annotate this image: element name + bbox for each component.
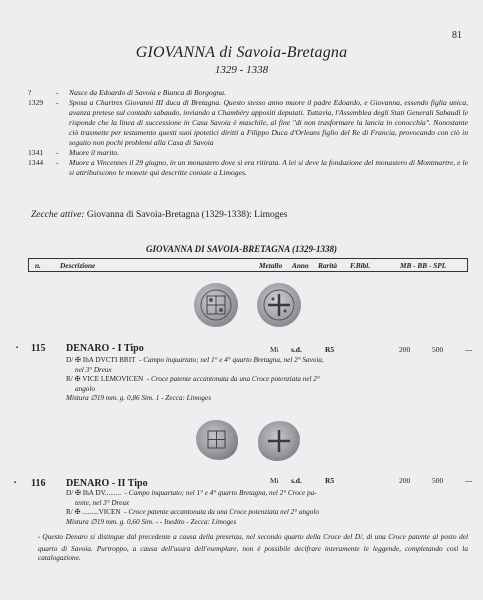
coin-obverse-image <box>196 420 238 460</box>
obverse-description: - Campo inquartato; nel 1° e 4° quarto Bretagna, nel 2° Savoia, <box>139 356 324 364</box>
chronology-date: ? <box>28 88 32 97</box>
chronology-row <box>28 98 468 148</box>
chronology <box>28 88 468 178</box>
coin-reverse-image <box>257 283 301 327</box>
entry-metal: Mi <box>270 345 279 354</box>
reverse-description: - Croce patente accantonata da una Croce potenziata nel 2° <box>146 375 320 383</box>
header-anno: Anno <box>292 261 309 270</box>
entry-price-spl: --- <box>465 345 473 354</box>
entry-description <box>66 489 466 527</box>
entry-price-mb: 200 <box>399 476 411 485</box>
chronology-text: Sposa a Chartres Giovanni III duca di Bretagna. Questo stesso anno muore il padre Edoardo, e Giovanna, essendo figlia unica, avanza pretese sul contado sabaudo, inviando a Chambéry appositi deputati. Tuttavia, l'Assemblea degli Stati Generali Sabaudi le risponde che la linea di successione in Casa Savoia è maschile, al fine "di non trasformare la lancia in conocchia". Nonostante ciò trasmette per testamento questi suoi ipotetici diritti a Filippo Duca d'Orleans figlio del Re di Francia, provocando con ciò in seguito non pochi problemi alla Casa di Savoia <box>69 98 468 147</box>
chronology-text: Muore il marito. <box>69 148 120 157</box>
note-bullet: • <box>38 536 40 541</box>
chronology-row <box>28 88 468 98</box>
coin-obverse-image <box>194 283 238 327</box>
obverse-description: - Campo inquartato; nel 1° e 4° quarto Bretagna, nel 2° Croce pa- <box>124 489 317 497</box>
chronology-date: 1344 <box>28 158 44 167</box>
entry-price-mb: 200 <box>399 345 411 354</box>
chronology-dash: - <box>56 98 59 107</box>
coin-reverse-image <box>258 421 300 461</box>
obverse-continuation: tente, nel 3° Dreux <box>75 498 130 507</box>
entry-year: s.d. <box>291 476 302 485</box>
header-descrizione: Descrizione <box>60 261 96 270</box>
entry-price-bb: 500 <box>432 476 444 485</box>
entry-rarity: R5 <box>325 345 335 354</box>
obverse-legend: D/ ✠ IhA DVCTI BRIT <box>66 356 136 364</box>
reverse-line <box>66 375 466 385</box>
header-n: n. <box>35 261 41 270</box>
entry-price-bb: 500 <box>432 345 444 354</box>
obverse-continuation: nel 3° Dreux <box>75 365 112 374</box>
chronology-dash: - <box>56 158 59 167</box>
section-title: GIOVANNA DI SAVOIA-BRETAGNA (1329-1338) <box>146 244 337 254</box>
entry-description <box>66 356 466 404</box>
obverse-line <box>66 489 466 499</box>
active-mints <box>31 210 287 220</box>
reverse-description: - Croce patente accantonata da una Croce potenziata nel 2° angolo <box>124 508 319 516</box>
obverse-line <box>66 356 466 366</box>
entry-marker: ▪ <box>16 345 19 351</box>
header-rarita: Rarità <box>318 261 338 270</box>
entry-rarity: R5 <box>325 476 335 485</box>
title-rest: di Savoia-Bretagna <box>215 44 348 61</box>
entry-number: 116 <box>31 478 46 489</box>
chronology-date: 1341 <box>28 148 44 157</box>
coin-details: Mistura ∅19 mm. g. 0,86 Sim. 1 - Zecca: Limoges <box>66 394 212 402</box>
entry-price-spl: --- <box>465 476 473 485</box>
mints-value: Giovanna di Savoia-Bretagna (1329-1338): Limoges <box>86 210 288 220</box>
chronology-row <box>28 158 468 178</box>
page-number: 81 <box>452 30 462 41</box>
reign-years: 1329 - 1338 <box>214 64 269 76</box>
mints-label: Zecche attive: <box>31 210 85 220</box>
reverse-line <box>66 508 466 518</box>
note-text: Questo Denaro si distingue dal precedente a causa della presenza, nel secondo quarto della Croce del D/, di una Croce patente al posto del quarto di Savoia. Purtroppo, a causa dell'usura dell'esemplare, non è possibile decifrare interamente le leggende, completando così la catalogazione. <box>38 532 469 562</box>
chronology-text: Nasce da Edoardo di Savoia e Bianca di Borgogna. <box>69 88 226 97</box>
entry-marker: ▪ <box>14 480 17 486</box>
entry-metal: Mi <box>270 476 279 485</box>
chronology-date: 1329 <box>28 98 44 107</box>
reverse-legend: R/ ✠ VICE LEMOVICEN <box>66 375 144 383</box>
header-metallo: Metallo <box>259 261 283 270</box>
header-grades: MB - BB - SPL <box>400 261 447 270</box>
chronology-dash: - <box>56 148 59 157</box>
entry-number: 115 <box>31 343 46 354</box>
reverse-continuation: angolo <box>75 384 95 393</box>
page-title <box>0 44 483 62</box>
catalog-note <box>38 532 468 563</box>
header-fbibl: F.Bibl. <box>350 261 371 270</box>
title-name: GIOVANNA <box>135 44 216 61</box>
entry-name: DENARO - II Tipo <box>66 478 148 489</box>
reverse-legend: R/ ✠ .........VICEN <box>66 508 121 516</box>
obverse-legend: D/ ✠ IhA DV......... <box>66 489 122 497</box>
coin-details: Mistura ∅19 mm. g. 0,60 Sim. - - Inedito - Zecca: Limoges <box>66 517 237 526</box>
chronology-row <box>28 148 468 158</box>
table-header <box>28 258 468 272</box>
chronology-dash: - <box>56 88 59 97</box>
chronology-text: Muore a Vincennes il 29 giugno, in un monastero dove si era ritirata. A lei si deve la fondazione del monastero di Montmartre, e le si attribuiscono le monete qui descritte coniate a Limoges. <box>69 158 468 177</box>
entry-name: DENARO - I Tipo <box>66 343 144 354</box>
entry-year: s.d. <box>291 345 302 354</box>
